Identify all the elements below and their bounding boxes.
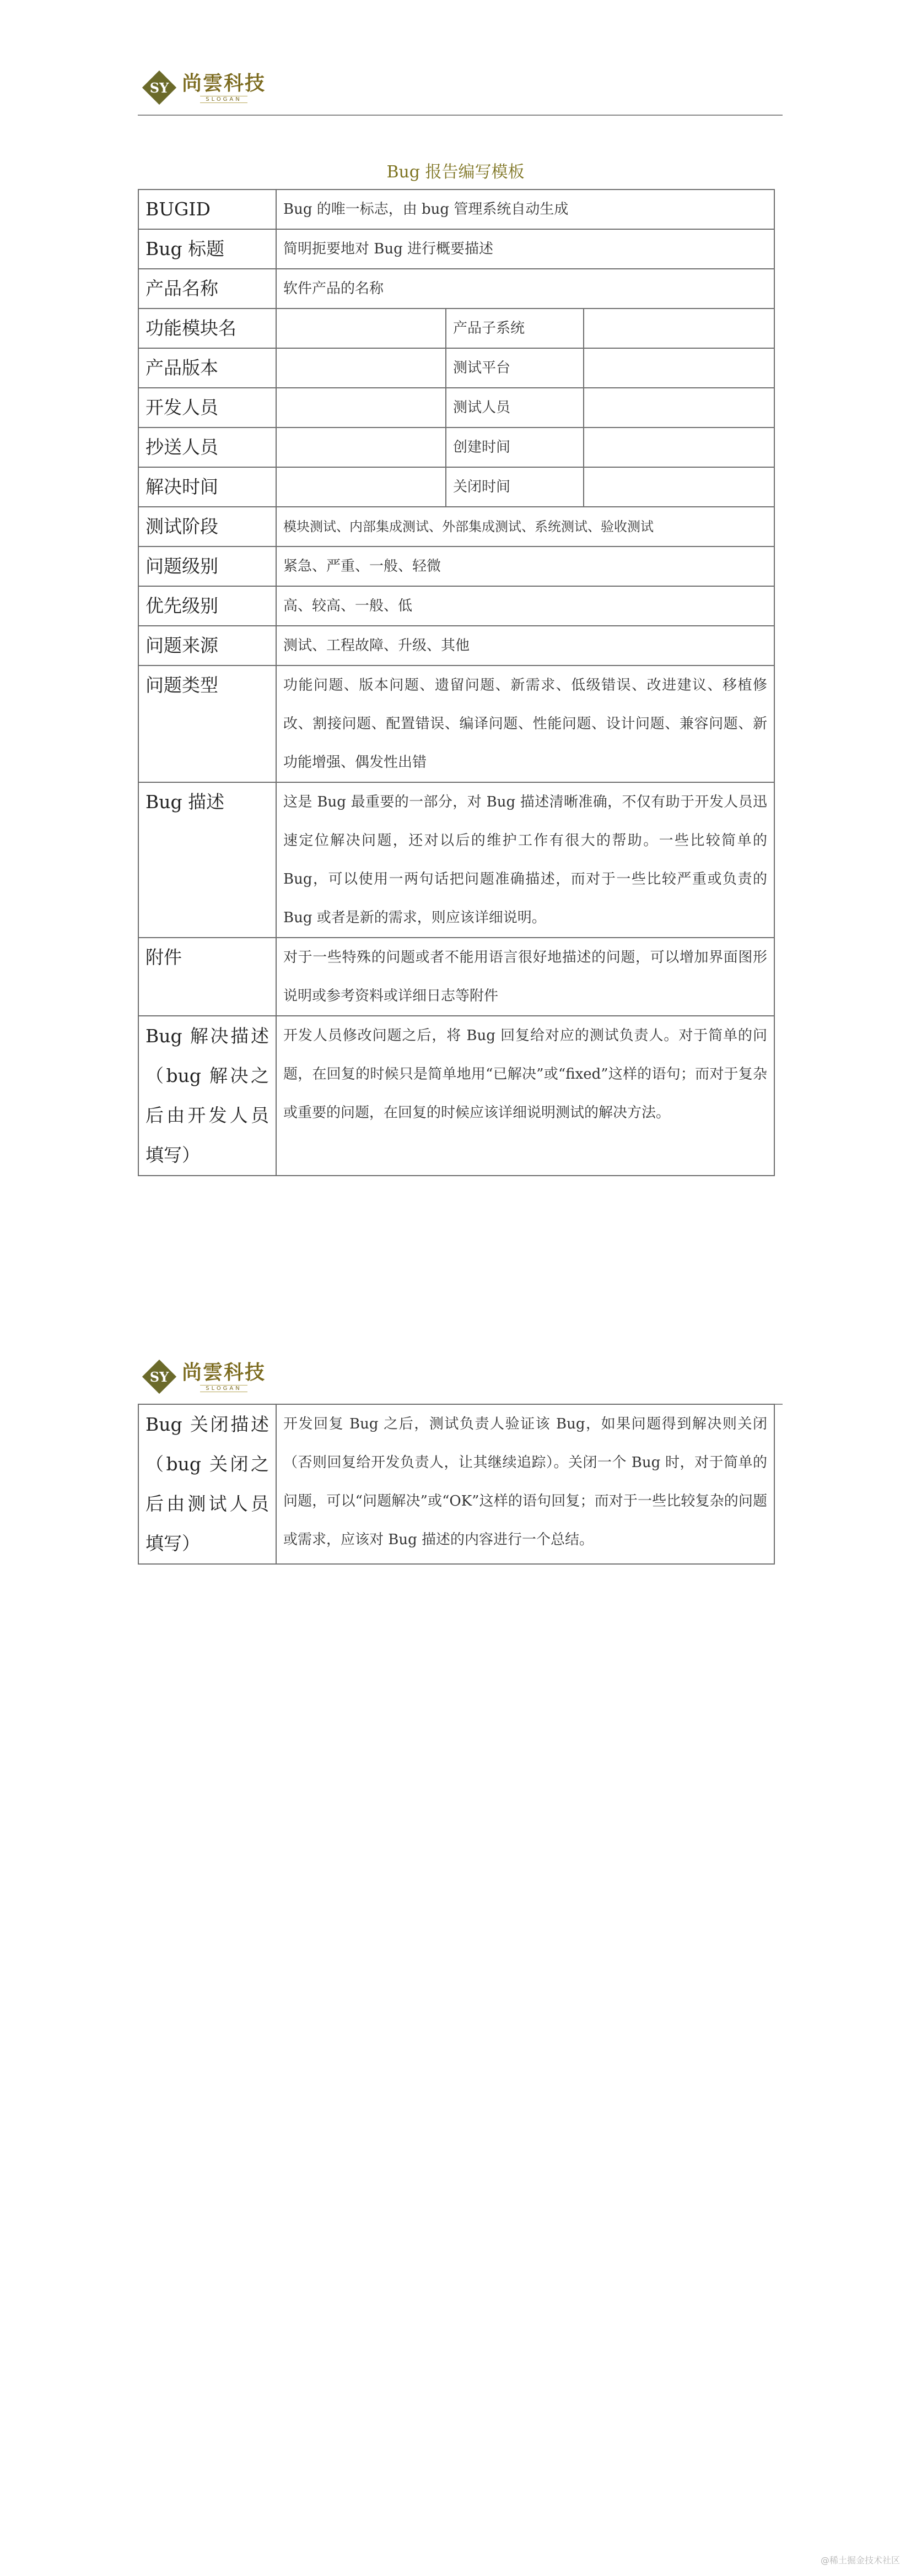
page-header <box>138 1350 783 1405</box>
label-priority: 优先级别 <box>138 586 276 626</box>
label-module: 功能模块名 <box>138 309 276 348</box>
value-title: 简明扼要地对 Bug 进行概要描述 <box>276 229 774 269</box>
value-test-phase: 模块测试、内部集成测试、外部集成测试、系统测试、验收测试 <box>276 507 774 546</box>
company-logo <box>141 66 266 109</box>
row-priority <box>138 586 774 626</box>
label-created-time: 创建时间 <box>446 427 584 467</box>
row-module <box>138 309 774 348</box>
label-resolve-time: 解决时间 <box>138 467 276 507</box>
value-product-name: 软件产品的名称 <box>276 269 774 309</box>
sy-diamond-logo-icon <box>141 69 177 106</box>
sy-diamond-logo-icon <box>141 1359 177 1395</box>
label-description: Bug 描述 <box>138 782 276 938</box>
label-title: Bug 标题 <box>138 229 276 269</box>
row-developer <box>138 388 774 427</box>
value-close-time <box>584 467 774 507</box>
value-resolution: 开发人员修改问题之后，将 Bug 回复给对应的测试负责人。对于简单的问题，在回复的时候只是简单地用“已解决”或“fixed”这样的语句；而对于复杂或重要的问题，在回复的时候应该详细说明测试的解决方法。 <box>276 1016 774 1176</box>
header-divider <box>138 115 783 116</box>
value-attachment: 对于一些特殊的问题或者不能用语言很好地描述的问题，可以增加界面图形说明或参考资料或详细日志等附件 <box>276 938 774 1016</box>
value-bugid: Bug 的唯一标志，由 bug 管理系统自动生成 <box>276 190 774 229</box>
row-type <box>138 665 774 782</box>
value-priority: 高、较高、一般、低 <box>276 586 774 626</box>
watermark: @稀土掘金技术社区 <box>820 2555 900 2566</box>
row-description <box>138 782 774 938</box>
label-test-phase: 测试阶段 <box>138 507 276 546</box>
label-test-platform: 测试平台 <box>446 348 584 388</box>
bug-report-table <box>138 189 775 1176</box>
row-test-phase <box>138 507 774 546</box>
value-type: 功能问题、版本问题、遗留问题、新需求、低级错误、改进建议、移植修改、割接问题、配置错误、编译问题、性能问题、设计问题、兼容问题、新功能增强、偶发性出错 <box>276 665 774 782</box>
value-closure: 开发回复 Bug 之后，测试负责人验证该 Bug，如果问题得到解决则关闭（否则回复给开发负责人，让其继续追踪）。关闭一个 Bug 时，对于简单的问题，可以“问题解决”或“OK”这样的语句回复；而对于一些比较复杂的问题或需求，应该对 Bug 描述的内容进行一个总结。 <box>276 1404 774 1564</box>
label-close-time: 关闭时间 <box>446 467 584 507</box>
row-resolution <box>138 1016 774 1176</box>
value-subsystem <box>584 309 774 348</box>
value-source: 测试、工程故障、升级、其他 <box>276 626 774 665</box>
value-test-platform <box>584 348 774 388</box>
label-tester: 测试人员 <box>446 388 584 427</box>
value-resolve-time <box>276 467 446 507</box>
label-resolution: Bug 解决描述（bug 解决之后由开发人员填写） <box>138 1016 276 1176</box>
value-version <box>276 348 446 388</box>
label-cc: 抄送人员 <box>138 427 276 467</box>
row-title <box>138 229 774 269</box>
value-cc <box>276 427 446 467</box>
row-cc <box>138 427 774 467</box>
document-title: Bug 报告编写模板 <box>386 163 525 182</box>
label-version: 产品版本 <box>138 348 276 388</box>
value-module <box>276 309 446 348</box>
label-source: 问题来源 <box>138 626 276 665</box>
value-description: 这是 Bug 最重要的一部分，对 Bug 描述清晰准确，不仅有助于开发人员迅速定位解决问题，还对以后的维护工作有很大的帮助。一些比较简单的 Bug，可以使用一两句话把问题准确描述，而对于一些比较严重或负责的 Bug 或者是新的需求，则应该详细说明。 <box>276 782 774 938</box>
value-severity: 紧急、严重、一般、轻微 <box>276 546 774 586</box>
label-bugid: BUGID <box>138 190 276 229</box>
row-severity <box>138 546 774 586</box>
value-created-time <box>584 427 774 467</box>
svg-text:SY: SY <box>149 1369 169 1385</box>
logo-slogan: SLOGAN <box>200 1385 247 1392</box>
row-version <box>138 348 774 388</box>
row-source <box>138 626 774 665</box>
label-developer: 开发人员 <box>138 388 276 427</box>
label-severity: 问题级别 <box>138 546 276 586</box>
svg-text:SY: SY <box>149 80 169 96</box>
label-type: 问题类型 <box>138 665 276 782</box>
row-product-name <box>138 269 774 309</box>
company-logo <box>141 1355 266 1398</box>
logo-slogan: SLOGAN <box>200 96 247 103</box>
logo-company-name: 尚雲科技 <box>182 72 266 95</box>
row-bugid <box>138 190 774 229</box>
row-attachment <box>138 938 774 1016</box>
label-subsystem: 产品子系统 <box>446 309 584 348</box>
label-closure: Bug 关闭描述（bug 关闭之后由测试人员填写） <box>138 1404 276 1564</box>
logo-company-name: 尚雲科技 <box>182 1361 266 1384</box>
label-product-name: 产品名称 <box>138 269 276 309</box>
label-attachment: 附件 <box>138 938 276 1016</box>
row-resolve-time <box>138 467 774 507</box>
page-header <box>138 61 783 116</box>
bug-report-table-continued <box>138 1404 775 1565</box>
row-closure <box>138 1404 774 1564</box>
value-tester <box>584 388 774 427</box>
value-developer <box>276 388 446 427</box>
